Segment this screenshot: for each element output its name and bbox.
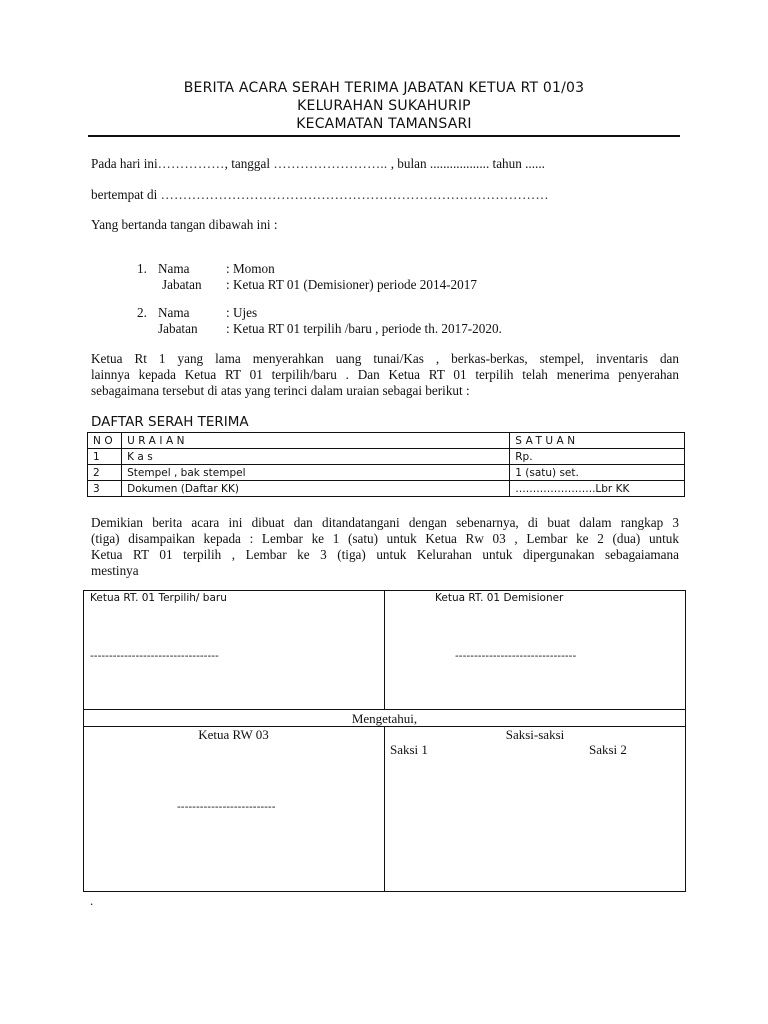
bulan-tahun-label: , bulan .................. tahun ...... (387, 156, 545, 171)
title-line-3: KECAMATAN TAMANSARI (296, 116, 472, 132)
row-satuan: Rp. (510, 449, 685, 465)
signature-row-divider-1 (83, 709, 686, 710)
row-uraian: Stempel , bak stempel (122, 465, 510, 481)
paragraph-closing (91, 515, 679, 579)
signature-left-title: Ketua RT. 01 Terpilih/ baru (90, 592, 227, 604)
signature-left-line: ---------------------------------- (90, 650, 219, 662)
mengetahui-label: Mengetahui, (351, 711, 418, 726)
person-1-jabatan-value: : Ketua RT 01 (Demisioner) periode 2014-2017 (226, 277, 477, 292)
person-2-number: 2. (137, 305, 147, 320)
place-label: bertempat di (91, 187, 161, 202)
person-1-jabatan-label: Jabatan (162, 277, 202, 292)
saksi-title: Saksi-saksi (505, 727, 565, 742)
paragraph-closing-line-1: Demikian berita acara ini dibuat dan ditandatangani dengan sebenarnya, di buat dalam rangkap 3 (91, 515, 679, 530)
header-rule (88, 135, 680, 137)
table-row (88, 449, 685, 465)
date-line (91, 156, 545, 172)
title-line-1: BERITA ACARA SERAH TERIMA JABATAN KETUA RT 01/03 (183, 80, 585, 96)
person-1-nama-label: Nama (158, 261, 190, 276)
title-line-2: KELURAHAN SUKAHURIP (297, 98, 471, 114)
day-blank: …………… (157, 156, 225, 171)
date-blank: …………………….. (273, 156, 388, 171)
paragraph-closing-line-3: Ketua RT 01 terpilih , Lembar ke 3 (tiga) untuk Kelurahan untuk dipergunakan sebagaiamana (91, 547, 679, 562)
row-uraian: Dokumen (Daftar KK) (122, 481, 510, 497)
signature-right-line: -------------------------------- (455, 650, 577, 662)
person-1-number: 1. (137, 261, 147, 276)
place-line (91, 187, 549, 203)
row-uraian: Kas (122, 449, 510, 465)
paragraph-handover-line-3: sebagaimana tersebut di atas yang terinci dalam uraian sebagai berikut : (91, 383, 470, 398)
row-no: 1 (88, 449, 122, 465)
person-2-nama-label: Nama (158, 305, 190, 320)
person-1-nama-value: : Momon (226, 261, 275, 276)
footer-mark: . (90, 893, 94, 908)
ketua-rw-signature-line: -------------------------- (177, 801, 276, 813)
row-no: 3 (88, 481, 122, 497)
place-blank: …………………………………………………………………………… (160, 187, 549, 202)
paragraph-closing-line-2: (tiga) disampaikan kepada : Lembar ke 1 (satu) untuk Ketua Rw 03 , Lembar ke 2 (dua) untuk (91, 531, 679, 546)
person-2-nama-value: : Ujes (226, 305, 258, 320)
signature-right-title: Ketua RT. 01 Demisioner (435, 592, 564, 604)
row-no: 2 (88, 465, 122, 481)
paragraph-closing-line-4: mestinya (91, 563, 139, 578)
paragraph-handover-line-1: Ketua Rt 1 yang lama menyerahkan uang tunai/Kas , berkas-berkas, stempel, inventaris dan (91, 351, 679, 366)
daftar-title: DAFTAR SERAH TERIMA (91, 414, 249, 430)
signature-bottom-divider (384, 726, 385, 892)
intro-text: Yang bertanda tangan dibawah ini : (91, 217, 278, 232)
signature-top-divider (384, 590, 385, 709)
saksi-1-label: Saksi 1 (390, 742, 428, 757)
saksi-2-label: Saksi 2 (589, 742, 627, 757)
daftar-header-row (88, 433, 685, 449)
tanggal-label: , tanggal (224, 156, 274, 171)
person-2-jabatan-value: : Ketua RT 01 terpilih /baru , periode th. 2017-2020. (226, 321, 502, 336)
table-row (88, 465, 685, 481)
daftar-table (87, 432, 685, 497)
header-uraian: URAIAN (122, 433, 510, 449)
row-satuan: …………………..Lbr KK (510, 481, 685, 497)
header-satuan: SATUAN (510, 433, 685, 449)
row-satuan: 1 (satu) set. (510, 465, 685, 481)
person-2-jabatan-label: Jabatan (158, 321, 198, 336)
ketua-rw-title: Ketua RW 03 (198, 727, 269, 742)
date-label: Pada hari ini (91, 156, 158, 171)
table-row (88, 481, 685, 497)
paragraph-handover-line-2: lainnya kepada Ketua RT 01 terpilih/baru . Dan Ketua RT 01 terpilih telah menerima penyerahan (91, 367, 679, 382)
paragraph-handover (91, 351, 679, 399)
header-no: NO (88, 433, 122, 449)
